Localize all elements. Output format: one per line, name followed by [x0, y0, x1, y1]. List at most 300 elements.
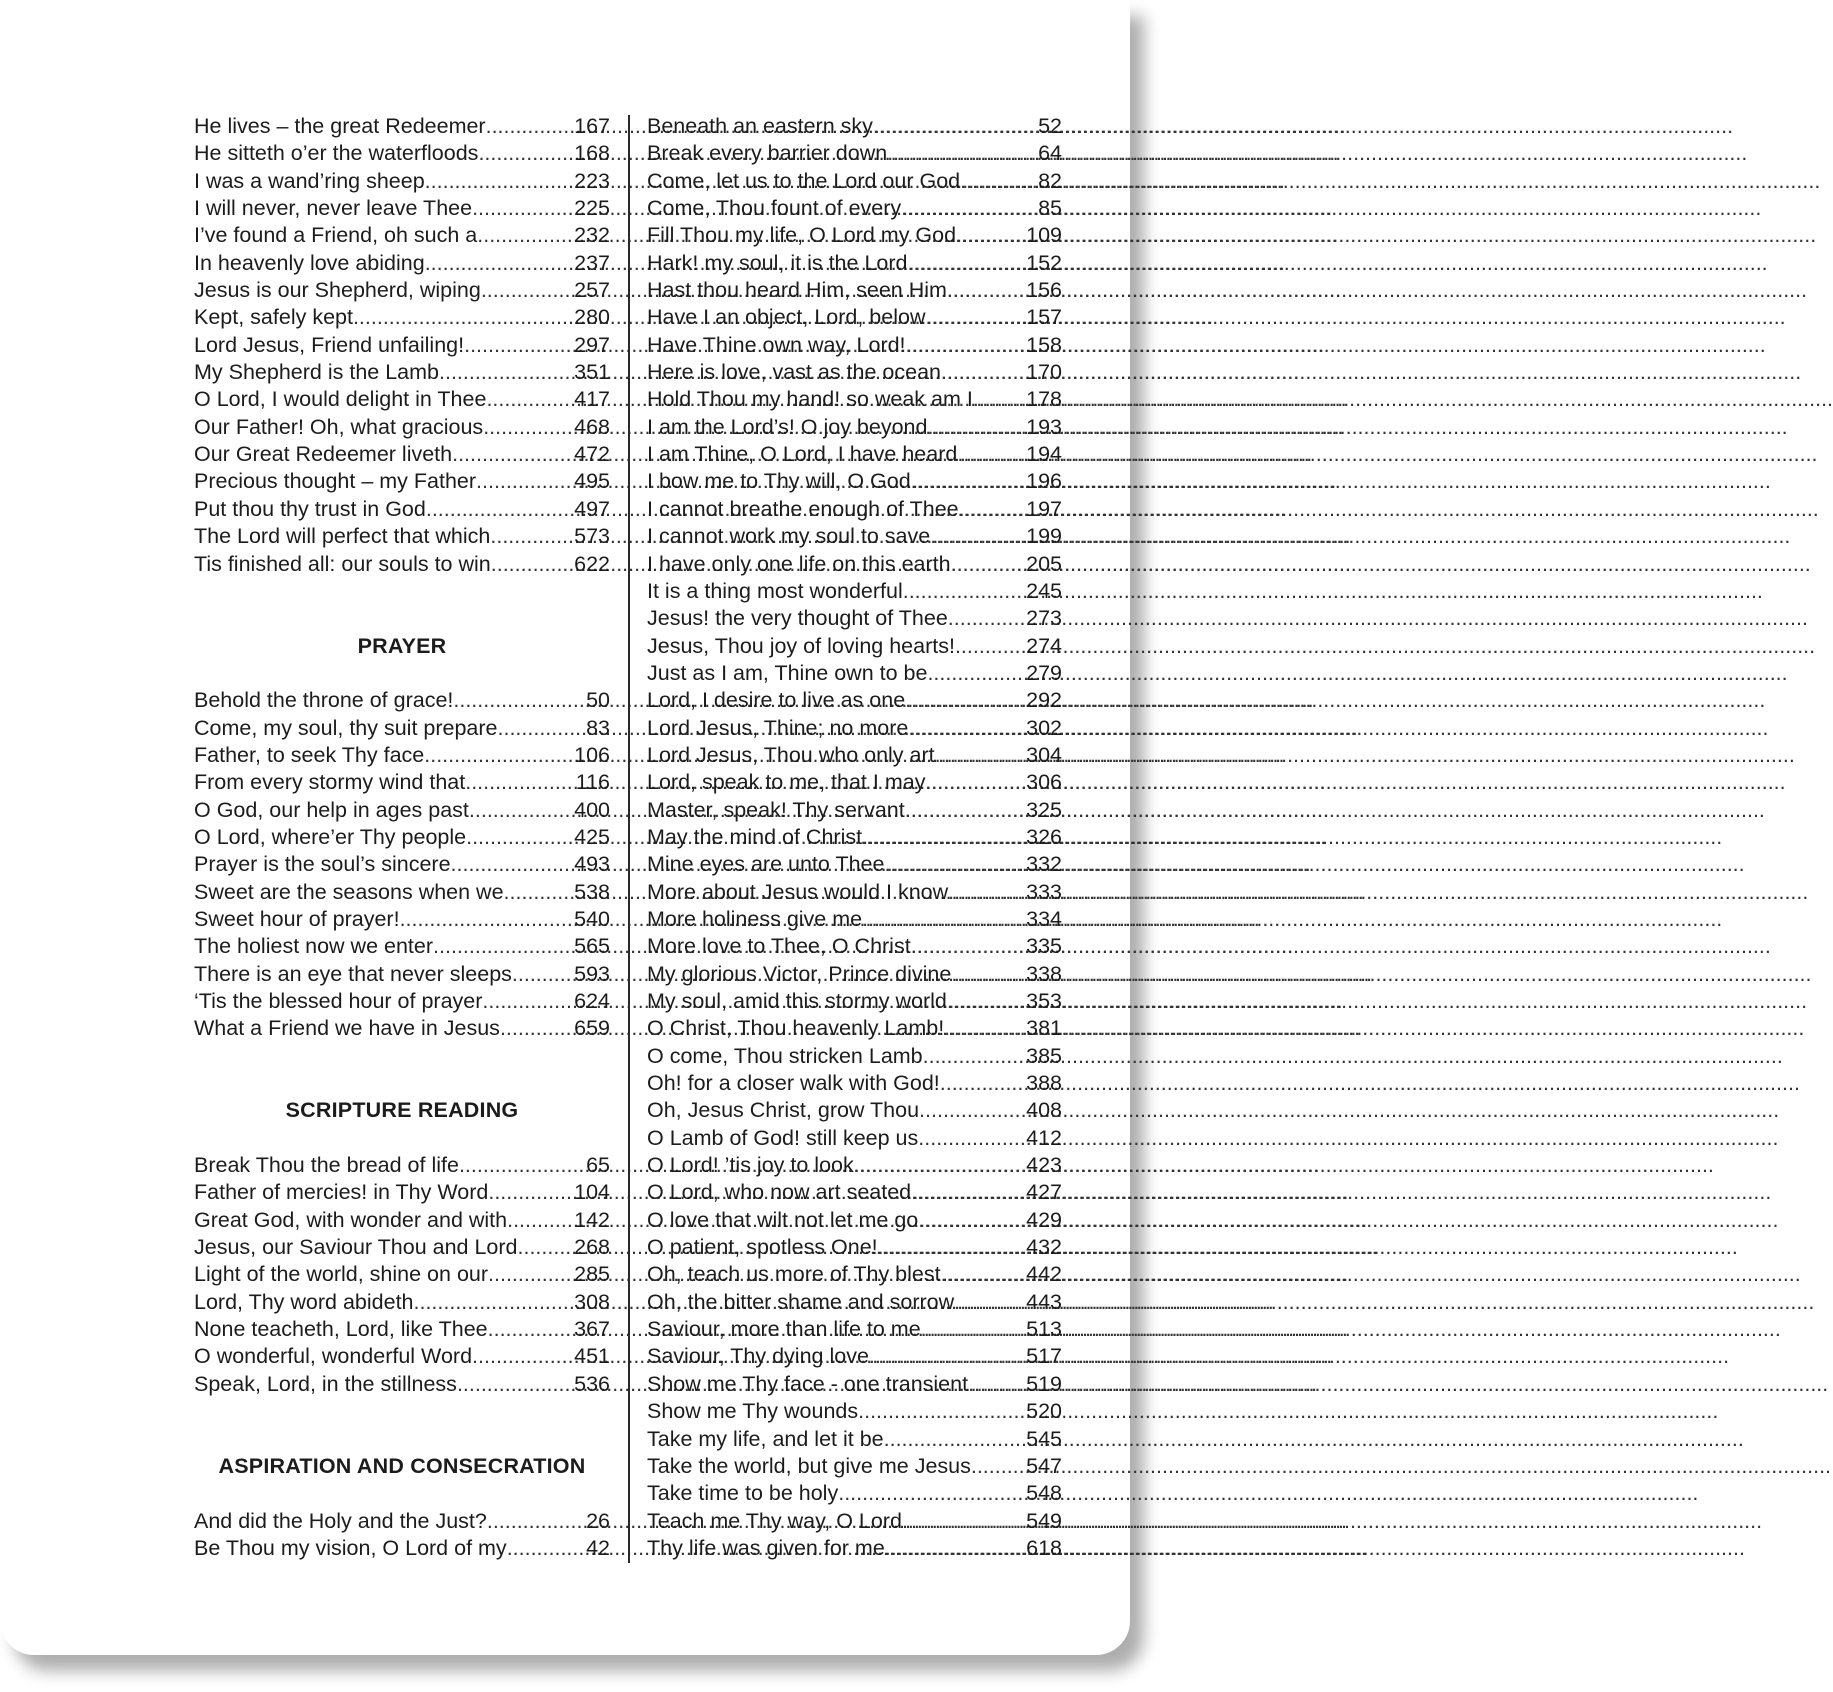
hymn-number: 297	[574, 332, 610, 357]
entry-title: Come, Thou fount of every	[647, 196, 902, 221]
section-spacer	[194, 1125, 610, 1152]
dot-leader	[483, 414, 573, 441]
entry-title: Lord, speak to me, that I may	[647, 770, 926, 795]
dot-leader	[930, 523, 1025, 550]
dot-leader	[452, 441, 573, 468]
index-entry	[647, 1179, 1062, 1206]
index-entry	[647, 113, 1062, 140]
hymn-number: 82	[1038, 168, 1062, 193]
index-entry	[647, 1316, 1062, 1343]
index-entry	[194, 769, 610, 796]
hymn-number: 332	[1026, 852, 1062, 877]
entry-title: Lord, Thy word abideth	[194, 1289, 414, 1314]
index-entry	[647, 523, 1062, 550]
hymn-number: 381	[1026, 1016, 1062, 1041]
index-entry	[194, 113, 610, 140]
dot-leader	[472, 195, 573, 222]
entry-title: Take the world, but give me Jesus	[647, 1453, 971, 1478]
dot-leader	[488, 1316, 573, 1343]
dot-leader	[902, 1508, 1025, 1535]
dot-leader	[954, 1289, 1025, 1316]
dot-leader	[948, 879, 1025, 906]
dot-leader	[488, 1179, 573, 1206]
entry-title: And did the Holy and the Just?	[194, 1508, 487, 1533]
hymn-number: 334	[1026, 906, 1062, 931]
section-spacer	[194, 1070, 610, 1097]
entry-title: O Christ, Thou heavenly Lamb!	[647, 1016, 945, 1041]
entry-title: Break every barrier down	[647, 141, 888, 166]
hymn-number: 232	[574, 223, 610, 248]
dot-leader	[504, 879, 574, 906]
index-entry	[647, 797, 1062, 824]
dot-leader	[885, 1535, 1025, 1562]
index-entry	[194, 551, 610, 578]
dot-leader	[869, 1343, 1025, 1370]
entry-title: More about Jesus would I know	[647, 879, 949, 904]
dot-leader	[941, 359, 1025, 386]
hymn-number: 157	[1026, 305, 1062, 330]
index-entry	[647, 1043, 1062, 1070]
index-entry	[647, 961, 1062, 988]
entry-title: Oh, teach us more of Thy blest	[647, 1262, 941, 1287]
entry-title: I cannot breathe enough of Thee	[647, 496, 959, 521]
entry-title: Speak, Lord, in the stillness	[194, 1371, 457, 1396]
entry-title: Saviour, Thy dying love	[647, 1344, 869, 1369]
index-entry	[194, 851, 610, 878]
index-entry	[194, 1508, 610, 1535]
dot-leader	[518, 1234, 574, 1261]
hymn-number: 408	[1026, 1098, 1062, 1123]
hymn-number: 178	[1026, 387, 1062, 412]
dot-leader	[451, 851, 574, 878]
dot-leader	[507, 1535, 585, 1562]
hymn-number: 245	[1026, 578, 1062, 603]
entry-title: My glorious Victor, Prince divine	[647, 961, 952, 986]
dot-leader	[482, 988, 573, 1015]
index-entry	[194, 1261, 610, 1288]
dot-leader	[935, 742, 1025, 769]
dot-leader	[854, 1152, 1025, 1179]
index-entry	[647, 1207, 1062, 1234]
index-entry	[647, 605, 1062, 632]
index-entry	[194, 168, 610, 195]
hymn-number: 285	[574, 1262, 610, 1287]
entry-title: Jesus, Thou joy of loving hearts!	[647, 633, 955, 658]
entry-title: I bow me to Thy will, O God	[647, 469, 911, 494]
hymn-number: 26	[586, 1508, 610, 1533]
index-entry	[194, 1015, 610, 1042]
index-entry	[194, 1234, 610, 1261]
index-entry	[647, 1261, 1062, 1288]
index-entry	[194, 304, 610, 331]
hymn-number: 116	[575, 770, 610, 795]
index-entry	[194, 933, 610, 960]
entry-title: My Shepherd is the Lamb	[194, 360, 439, 385]
index-entry	[647, 1289, 1062, 1316]
dot-leader	[947, 277, 1025, 304]
dot-leader	[512, 961, 573, 988]
entry-title: O Lord, I would delight in Thee	[194, 387, 487, 412]
entry-title: Have Thine own way, Lord!	[647, 332, 906, 357]
dot-leader	[940, 1070, 1025, 1097]
dot-leader	[353, 304, 573, 331]
index-entry	[647, 687, 1062, 714]
hymn-number: 223	[574, 168, 610, 193]
hymn-number: 538	[574, 879, 610, 904]
hymn-number: 618	[1026, 1535, 1062, 1560]
index-entry	[194, 906, 610, 933]
hymn-number: 109	[1026, 223, 1062, 248]
hymn-number: 385	[1026, 1043, 1062, 1068]
hymn-number: 83	[586, 715, 610, 740]
index-entry	[194, 797, 610, 824]
index-entry	[194, 1535, 610, 1562]
section-spacer	[194, 1398, 610, 1425]
hymn-number: 52	[1038, 114, 1062, 138]
index-entry	[647, 332, 1062, 359]
hymn-number: 425	[574, 824, 610, 849]
index-entry	[647, 742, 1062, 769]
dot-leader	[476, 468, 573, 495]
hymn-number: 417	[574, 387, 610, 412]
entry-title: From every stormy wind that	[194, 770, 466, 795]
hymn-number: 273	[1026, 606, 1062, 631]
index-entry	[194, 1343, 610, 1370]
index-entry	[194, 742, 610, 769]
entry-title: O love that wilt not let me go	[647, 1207, 919, 1232]
hymn-number: 622	[574, 551, 610, 576]
dot-leader	[925, 304, 1025, 331]
index-entry	[194, 1179, 610, 1206]
hymn-number: 468	[574, 414, 610, 439]
dot-leader	[906, 332, 1026, 359]
hymn-number: 168	[574, 141, 610, 166]
entry-title: Hold Thou my hand! so weak am I	[647, 387, 973, 412]
entry-title: O Lord, where’er Thy people	[194, 824, 467, 849]
hymn-number: 335	[1026, 934, 1062, 959]
hymn-number: 106	[574, 742, 610, 767]
index-entry	[647, 414, 1062, 441]
entry-title: The Lord will perfect that which	[194, 524, 491, 549]
entry-title: O patient, spotless One!	[647, 1235, 878, 1260]
index-entry	[194, 879, 610, 906]
entry-title: Have I an object, Lord, below	[647, 305, 926, 330]
dot-leader	[487, 1508, 585, 1535]
dot-leader	[878, 1234, 1025, 1261]
entry-title: It is a thing most wonderful	[647, 578, 903, 603]
hymn-number: 170	[1026, 360, 1062, 385]
index-entry	[194, 1371, 610, 1398]
hymn-number: 388	[1026, 1071, 1062, 1096]
hymn-number: 443	[1026, 1289, 1062, 1314]
entry-title: O Lord, who now art seated	[647, 1180, 912, 1205]
dot-leader	[478, 140, 573, 167]
left-column	[194, 113, 610, 1562]
dot-leader	[486, 386, 573, 413]
entry-title: I will never, never leave Thee	[194, 196, 473, 221]
dot-leader	[884, 1426, 1026, 1453]
dot-leader	[971, 1453, 1025, 1480]
dot-leader	[901, 195, 1037, 222]
index-entry	[194, 386, 610, 413]
section-spacer	[194, 1426, 610, 1453]
index-entry	[647, 769, 1062, 796]
entry-title: O God, our help in ages past	[194, 797, 469, 822]
column-divider	[628, 115, 630, 1563]
dot-leader	[424, 742, 573, 769]
entry-title: He lives – the great Redeemer	[194, 114, 486, 138]
dot-leader	[884, 851, 1025, 878]
entry-title: O Lord! ’tis joy to look	[647, 1153, 854, 1178]
entry-title: Just as I am, Thine own to be	[647, 660, 928, 685]
dot-leader	[911, 933, 1025, 960]
hymn-number: 367	[574, 1317, 610, 1342]
entry-title: Sweet hour of prayer!	[194, 906, 400, 931]
dot-leader	[918, 1125, 1025, 1152]
index-entry	[647, 660, 1062, 687]
index-entry	[647, 1234, 1062, 1261]
dot-leader	[925, 769, 1025, 796]
dot-leader	[905, 797, 1025, 824]
dot-leader	[477, 222, 573, 249]
section-spacer	[194, 660, 610, 687]
index-entry	[647, 1453, 1062, 1480]
entry-title: None teacheth, Lord, like Thee	[194, 1317, 488, 1342]
index-entry	[647, 1125, 1062, 1152]
dot-leader	[498, 715, 586, 742]
entry-title: Lord, I desire to live as one	[647, 688, 906, 713]
index-entry	[194, 1152, 610, 1179]
entry-title: I cannot work my soul to save	[647, 524, 931, 549]
dot-leader	[481, 277, 573, 304]
entry-title: Our Father! Oh, what gracious	[194, 414, 484, 439]
dot-leader	[459, 1152, 585, 1179]
index-entry	[647, 468, 1062, 495]
hymn-number: 308	[574, 1289, 610, 1314]
section-spacer	[194, 605, 610, 632]
hymn-number: 65	[586, 1153, 610, 1178]
dot-leader	[469, 797, 573, 824]
entry-title: Light of the world, shine on our	[194, 1262, 489, 1287]
dot-leader	[918, 1207, 1025, 1234]
index-entry	[647, 386, 1062, 413]
entry-title: O come, Thou stricken Lamb	[647, 1043, 923, 1068]
entry-title: Father, to seek Thy face	[194, 742, 425, 767]
entry-title: Oh, Jesus Christ, grow Thou	[647, 1098, 920, 1123]
hymn-number: 593	[574, 961, 610, 986]
index-entry	[647, 1371, 1062, 1398]
dot-leader	[414, 1289, 574, 1316]
hymn-number: 573	[574, 524, 610, 549]
entry-title: In heavenly love abiding	[194, 250, 425, 275]
dot-leader	[457, 1371, 573, 1398]
hymn-number: 624	[574, 989, 610, 1013]
dot-leader	[960, 168, 1037, 195]
dot-leader	[957, 441, 1025, 468]
entry-title: The holiest now we enter	[194, 934, 434, 959]
entry-title: I am Thine, O Lord, I have heard	[647, 442, 958, 467]
dot-leader	[955, 633, 1025, 660]
entry-title: Prayer is the soul’s sincere	[194, 852, 451, 877]
entry-title: Precious thought – my Father	[194, 469, 477, 494]
index-entry	[194, 824, 610, 851]
dot-leader	[907, 250, 1025, 277]
dot-leader	[959, 496, 1026, 523]
section-heading: PRAYER	[357, 633, 447, 658]
index-entry	[647, 1535, 1062, 1562]
hymn-number: 333	[1026, 879, 1062, 904]
index-entry	[647, 1343, 1062, 1370]
index-entry	[194, 468, 610, 495]
index-entry	[647, 168, 1062, 195]
entry-title: My soul, amid this stormy world	[647, 989, 947, 1013]
entry-title: More love to Thee, O Christ	[647, 934, 911, 959]
index-entry	[647, 988, 1062, 1015]
dot-leader	[862, 906, 1025, 933]
index-entry	[194, 140, 610, 167]
index-entry	[194, 332, 610, 359]
hymn-number: 659	[574, 1016, 610, 1041]
dot-leader	[956, 222, 1025, 249]
entry-title: There is an eye that never sleeps	[194, 961, 512, 986]
entry-title: Jesus is our Shepherd, wiping	[194, 278, 481, 303]
hymn-number: 304	[1026, 742, 1062, 767]
hymn-number: 400	[574, 797, 610, 822]
dot-leader	[911, 1179, 1025, 1206]
hymn-number: 167	[574, 114, 610, 138]
hymn-number: 472	[574, 442, 610, 467]
hymn-number: 451	[574, 1344, 610, 1369]
hymn-number: 158	[1026, 332, 1062, 357]
entry-title: May the mind of Christ	[647, 824, 863, 849]
dot-leader	[465, 769, 575, 796]
hymn-number: 64	[1038, 141, 1062, 166]
hymn-number: 549	[1026, 1508, 1062, 1533]
dot-leader	[472, 1343, 573, 1370]
entry-title: Come, my soul, thy suit prepare	[194, 715, 498, 740]
dot-leader	[466, 824, 573, 851]
entry-title: I have only one life on this earth	[647, 551, 951, 576]
dot-leader	[838, 1480, 1025, 1507]
index-entry	[647, 578, 1062, 605]
index-entry	[194, 1316, 610, 1343]
dot-leader	[491, 551, 573, 578]
entry-title: Beneath an eastern sky	[647, 114, 873, 138]
index-entry	[647, 1097, 1062, 1124]
entry-title: Tis finished all: our souls to win	[194, 551, 491, 576]
dot-leader	[944, 1015, 1025, 1042]
dot-leader	[433, 933, 573, 960]
index-entry	[647, 277, 1062, 304]
index-entry	[194, 250, 610, 277]
entry-title: Here is love, vast as the ocean	[647, 360, 941, 385]
hymn-number: 225	[574, 196, 610, 221]
entry-title: Behold the throne of grace!	[194, 688, 454, 713]
entry-title: Kept, safely kept	[194, 305, 353, 330]
dot-leader	[873, 113, 1037, 140]
dot-leader	[488, 1261, 573, 1288]
hymn-number: 205	[1026, 551, 1062, 576]
section-spacer	[194, 578, 610, 605]
dot-leader	[911, 468, 1025, 495]
hymn-number: 423	[1026, 1153, 1062, 1178]
index-entry	[647, 1015, 1062, 1042]
index-entry	[194, 441, 610, 468]
section-heading: ASPIRATION AND CONSECRATION	[218, 1453, 586, 1478]
hymn-number: 427	[1026, 1180, 1062, 1205]
dot-leader	[464, 332, 573, 359]
hymn-number: 517	[1026, 1344, 1062, 1369]
entry-title: Come, let us to the Lord our God	[647, 168, 961, 193]
entry-title: Teach me Thy way, O Lord	[647, 1508, 902, 1533]
dot-leader	[948, 605, 1025, 632]
hymn-number: 199	[1026, 524, 1062, 549]
hymn-number: 152	[1026, 250, 1062, 275]
entry-title: Take my life, and let it be	[647, 1426, 884, 1451]
entry-title: I’ve found a Friend, oh such a	[194, 223, 478, 248]
hymn-number: 104	[574, 1180, 610, 1205]
hymn-number: 280	[574, 305, 610, 330]
index-entry	[647, 195, 1062, 222]
hymn-number: 156	[1026, 278, 1062, 303]
entry-title: What a Friend we have in Jesus	[194, 1016, 500, 1041]
index-entry	[647, 715, 1062, 742]
dot-leader	[862, 824, 1025, 851]
entry-title: Sweet are the seasons when we	[194, 879, 504, 904]
hymn-number: 197	[1026, 496, 1062, 521]
hymn-number: 325	[1026, 797, 1062, 822]
hymn-number: 302	[1026, 715, 1062, 740]
hymn-number: 519	[1026, 1371, 1062, 1396]
index-entry	[194, 1289, 610, 1316]
entry-title: Take time to be holy	[647, 1481, 839, 1506]
index-entry	[194, 1207, 610, 1234]
dot-leader	[968, 1371, 1025, 1398]
dot-leader	[951, 961, 1025, 988]
index-entry	[194, 961, 610, 988]
entry-title: Mine eyes are unto Thee	[647, 852, 885, 877]
section-heading: SCRIPTURE READING	[285, 1098, 519, 1123]
dot-leader	[908, 715, 1025, 742]
dot-leader	[490, 523, 573, 550]
hymn-number: 497	[574, 496, 610, 521]
hymn-number: 292	[1026, 688, 1062, 713]
dot-leader	[923, 1043, 1025, 1070]
dot-leader	[858, 1398, 1025, 1425]
index-entry	[647, 496, 1062, 523]
hymn-number: 545	[1026, 1426, 1062, 1451]
dot-leader	[400, 906, 574, 933]
hymn-number: 85	[1038, 196, 1062, 221]
index-entry	[647, 824, 1062, 851]
hymn-number: 353	[1026, 989, 1062, 1013]
dot-leader	[453, 687, 585, 714]
entry-title: Lord Jesus, Thou who only art	[647, 742, 935, 767]
entry-title: Master, speak! Thy servant	[647, 797, 905, 822]
index-entry	[194, 715, 610, 742]
index-entry	[647, 441, 1062, 468]
entry-title: O Lamb of God! still keep us	[647, 1125, 919, 1150]
hymn-number: 194	[1026, 442, 1062, 467]
index-entry	[647, 851, 1062, 878]
hymn-number: 42	[586, 1535, 610, 1560]
entry-title: Jesus, our Saviour Thou and Lord	[194, 1235, 518, 1260]
entry-title: Hark! my soul, it is the Lord	[647, 250, 908, 275]
dot-leader	[927, 660, 1025, 687]
index-entry	[647, 359, 1062, 386]
index-entry	[647, 140, 1062, 167]
entry-title: He sitteth o’er the waterfloods	[194, 141, 479, 166]
